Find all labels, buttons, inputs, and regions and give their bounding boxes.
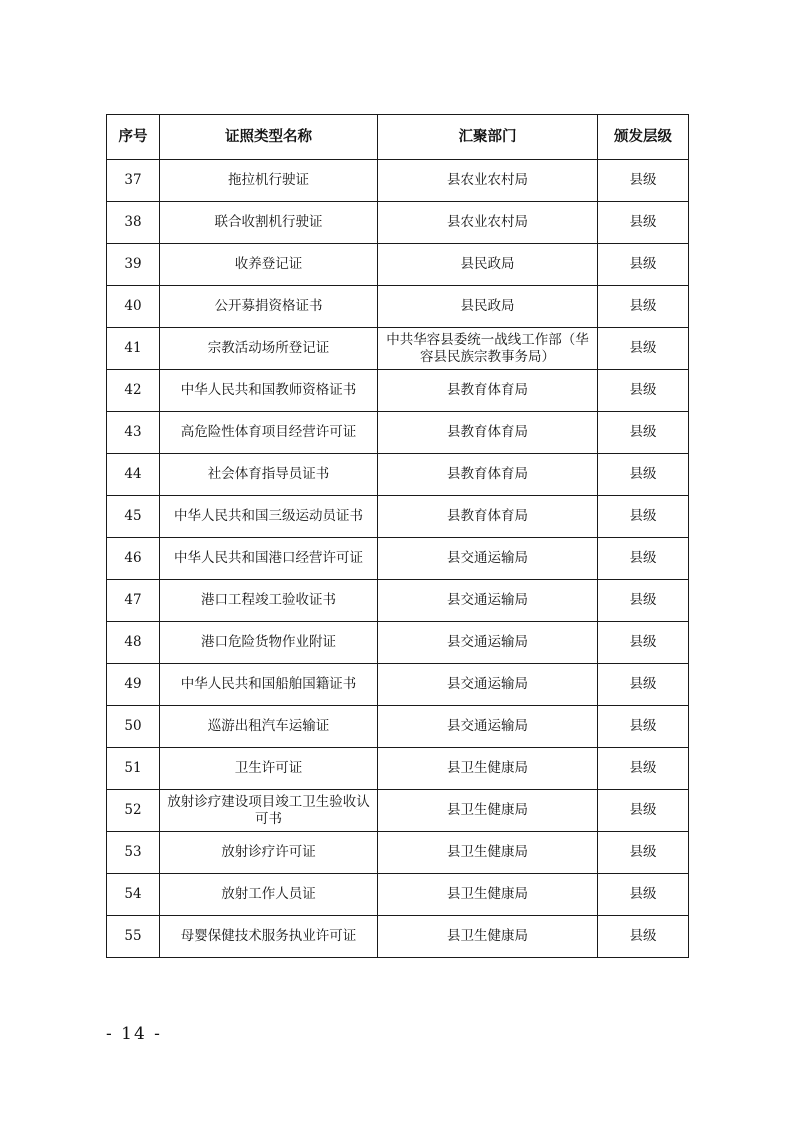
cell-department: 县卫生健康局 — [378, 916, 598, 958]
cell-issuing-level: 县级 — [598, 160, 689, 202]
cell-department: 县交通运输局 — [378, 664, 598, 706]
cell-serial-number: 43 — [107, 412, 160, 454]
table-row — [107, 286, 689, 328]
cell-issuing-level: 县级 — [598, 916, 689, 958]
cell-serial-number: 44 — [107, 454, 160, 496]
cell-department: 县教育体育局 — [378, 412, 598, 454]
header-serial-number: 序号 — [107, 115, 160, 160]
table-row — [107, 328, 689, 370]
cell-serial-number: 45 — [107, 496, 160, 538]
table-header-row — [107, 115, 689, 160]
cell-serial-number: 51 — [107, 748, 160, 790]
cell-department: 县教育体育局 — [378, 370, 598, 412]
cell-serial-number: 55 — [107, 916, 160, 958]
cell-certificate-type: 高危险性体育项目经营许可证 — [160, 412, 378, 454]
cell-department: 县民政局 — [378, 244, 598, 286]
cell-issuing-level: 县级 — [598, 454, 689, 496]
cell-department: 县交通运输局 — [378, 538, 598, 580]
cell-issuing-level: 县级 — [598, 538, 689, 580]
table-row — [107, 580, 689, 622]
cell-issuing-level: 县级 — [598, 202, 689, 244]
cell-department: 县卫生健康局 — [378, 748, 598, 790]
cell-serial-number: 47 — [107, 580, 160, 622]
cell-issuing-level: 县级 — [598, 328, 689, 370]
header-department: 汇聚部门 — [378, 115, 598, 160]
table-row — [107, 790, 689, 832]
table-row — [107, 496, 689, 538]
cell-issuing-level: 县级 — [598, 622, 689, 664]
table-row — [107, 370, 689, 412]
cell-issuing-level: 县级 — [598, 874, 689, 916]
cell-certificate-type: 母婴保健技术服务执业许可证 — [160, 916, 378, 958]
cell-issuing-level: 县级 — [598, 748, 689, 790]
cell-serial-number: 37 — [107, 160, 160, 202]
header-issuing-level: 颁发层级 — [598, 115, 689, 160]
cell-issuing-level: 县级 — [598, 496, 689, 538]
table-row — [107, 664, 689, 706]
cell-certificate-type: 公开募捐资格证书 — [160, 286, 378, 328]
cell-issuing-level: 县级 — [598, 832, 689, 874]
cell-department: 县交通运输局 — [378, 580, 598, 622]
cell-issuing-level: 县级 — [598, 286, 689, 328]
cell-department: 县交通运输局 — [378, 706, 598, 748]
cell-certificate-type: 港口工程竣工验收证书 — [160, 580, 378, 622]
cell-issuing-level: 县级 — [598, 244, 689, 286]
cell-department: 县教育体育局 — [378, 454, 598, 496]
cell-certificate-type: 放射工作人员证 — [160, 874, 378, 916]
cell-issuing-level: 县级 — [598, 706, 689, 748]
cell-serial-number: 42 — [107, 370, 160, 412]
cell-certificate-type: 中华人民共和国教师资格证书 — [160, 370, 378, 412]
table-row — [107, 160, 689, 202]
cell-department: 县民政局 — [378, 286, 598, 328]
cell-certificate-type: 中华人民共和国三级运动员证书 — [160, 496, 378, 538]
cell-department: 县交通运输局 — [378, 622, 598, 664]
cell-serial-number: 40 — [107, 286, 160, 328]
cell-department: 县卫生健康局 — [378, 874, 598, 916]
certificate-table — [106, 114, 689, 958]
cell-certificate-type: 联合收割机行驶证 — [160, 202, 378, 244]
cell-department: 县农业农村局 — [378, 202, 598, 244]
cell-department: 县教育体育局 — [378, 496, 598, 538]
cell-certificate-type: 中华人民共和国港口经营许可证 — [160, 538, 378, 580]
table-row — [107, 874, 689, 916]
cell-serial-number: 50 — [107, 706, 160, 748]
table-row — [107, 916, 689, 958]
cell-serial-number: 52 — [107, 790, 160, 832]
cell-certificate-type: 放射诊疗许可证 — [160, 832, 378, 874]
page-number: - 14 - — [106, 1024, 162, 1044]
table-row — [107, 832, 689, 874]
table-row — [107, 706, 689, 748]
table-row — [107, 538, 689, 580]
cell-certificate-type: 卫生许可证 — [160, 748, 378, 790]
cell-certificate-type: 中华人民共和国船舶国籍证书 — [160, 664, 378, 706]
table-body — [107, 160, 689, 958]
cell-issuing-level: 县级 — [598, 580, 689, 622]
table-row — [107, 244, 689, 286]
cell-serial-number: 54 — [107, 874, 160, 916]
cell-serial-number: 53 — [107, 832, 160, 874]
cell-department: 县卫生健康局 — [378, 832, 598, 874]
header-certificate-type: 证照类型名称 — [160, 115, 378, 160]
cell-certificate-type: 宗教活动场所登记证 — [160, 328, 378, 370]
cell-department: 县卫生健康局 — [378, 790, 598, 832]
cell-certificate-type: 收养登记证 — [160, 244, 378, 286]
cell-certificate-type: 港口危险货物作业附证 — [160, 622, 378, 664]
cell-certificate-type: 社会体育指导员证书 — [160, 454, 378, 496]
cell-department: 县农业农村局 — [378, 160, 598, 202]
cell-serial-number: 46 — [107, 538, 160, 580]
cell-department: 中共华容县委统一战线工作部（华容县民族宗教事务局） — [378, 328, 598, 370]
cell-issuing-level: 县级 — [598, 664, 689, 706]
table-row — [107, 622, 689, 664]
table-row — [107, 202, 689, 244]
cell-issuing-level: 县级 — [598, 370, 689, 412]
cell-serial-number: 48 — [107, 622, 160, 664]
table-row — [107, 748, 689, 790]
cell-serial-number: 38 — [107, 202, 160, 244]
cell-certificate-type: 巡游出租汽车运输证 — [160, 706, 378, 748]
cell-certificate-type: 拖拉机行驶证 — [160, 160, 378, 202]
cell-serial-number: 49 — [107, 664, 160, 706]
table-row — [107, 412, 689, 454]
cell-serial-number: 39 — [107, 244, 160, 286]
cell-certificate-type: 放射诊疗建设项目竣工卫生验收认可书 — [160, 790, 378, 832]
cell-issuing-level: 县级 — [598, 412, 689, 454]
table-row — [107, 454, 689, 496]
cell-issuing-level: 县级 — [598, 790, 689, 832]
cell-serial-number: 41 — [107, 328, 160, 370]
